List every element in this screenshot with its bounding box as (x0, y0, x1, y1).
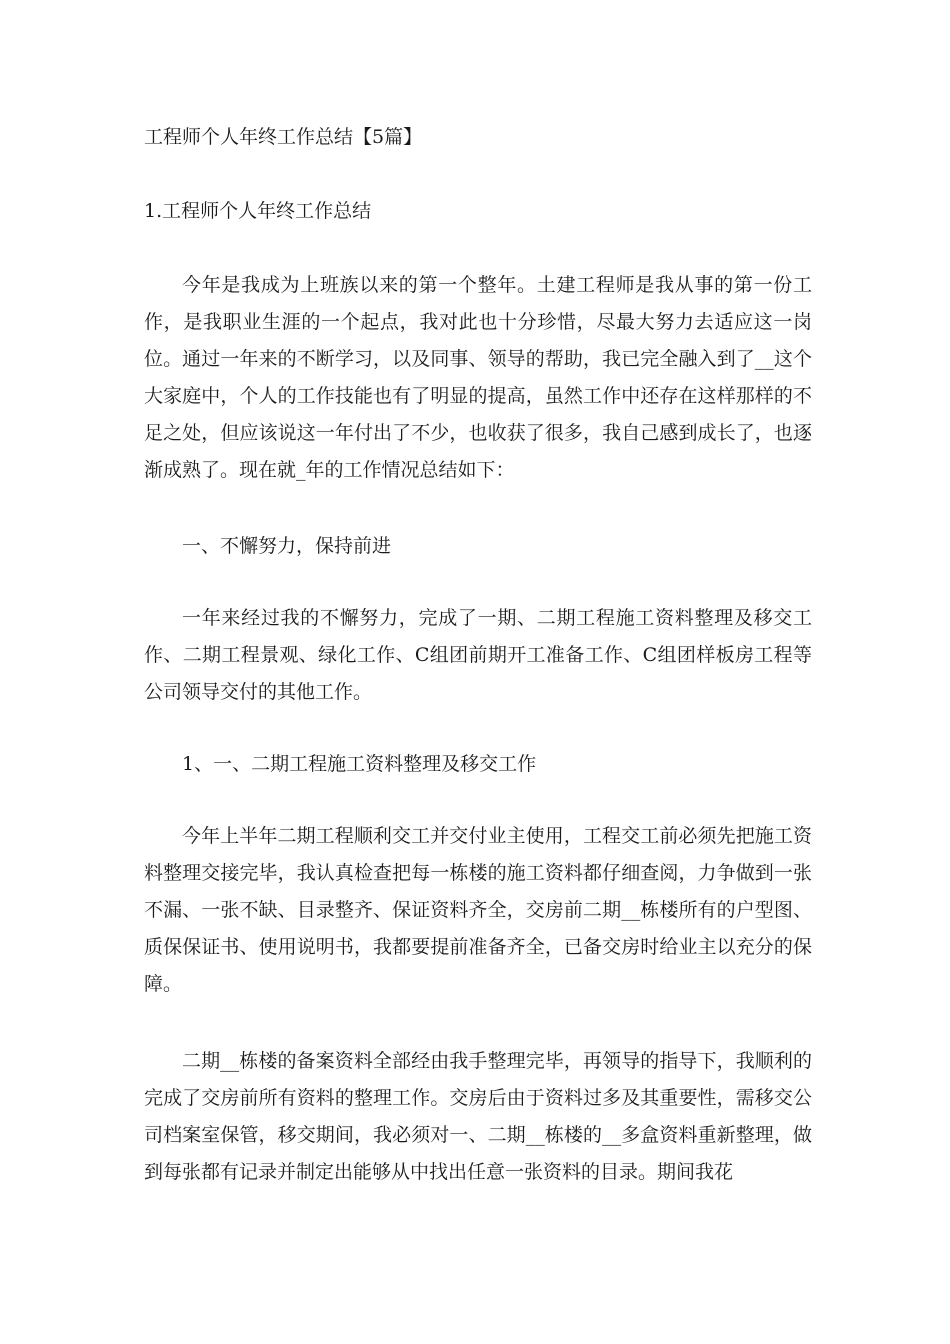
document-title: 工程师个人年终工作总结【5篇】 (144, 126, 423, 148)
subheading: 一、不懈努力，保持前进 (182, 535, 392, 557)
body-paragraph: 二期__栋楼的备案资料全部经由我手整理完毕，再领导的指导下，我顺利的完成了交房前所有资料的整理工作。交房后由于资料过多及其重要性，需移交公司档案室保管，移交期间，我必须对一、二期__栋楼的__多盒资料重新整理，做到每张都有记录并制定出能够从中找出任意一张资料的目录。期间我花 (144, 1050, 812, 1183)
body-paragraph: 今年是我成为上班族以来的第一个整年。土建工程师是我从事的第一份工作，是我职业生涯的一个起点，我对此也十分珍惜，尽最大努力去适应这一岗位。通过一年来的不断学习，以及同事、领导的帮助，我已完全融入到了__这个大家庭中，个人的工作技能也有了明显的提高，虽然工作中还存在这样那样的不足之处，但应该说这一年付出了不少，也收获了很多，我自己感到成长了，也逐渐成熟了。现在就_年的工作情况总结如下： (144, 274, 812, 481)
section-heading: 1.工程师个人年终工作总结 (144, 200, 372, 222)
subheading: 1、一、二期工程施工资料整理及移交工作 (182, 753, 537, 775)
body-paragraph: 今年上半年二期工程顺利交工并交付业主使用，工程交工前必须先把施工资料整理交接完毕，我认真检查把每一栋楼的施工资料都仔细查阅，力争做到一张不漏、一张不缺、目录整齐、保证资料齐全，交房前二期__栋楼所有的户型图、质保保证书、使用说明书，我都要提前准备齐全，已备交房时给业主以充分的保障。 (144, 825, 812, 995)
body-paragraph: 一年来经过我的不懈努力，完成了一期、二期工程施工资料整理及移交工作、二期工程景观、绿化工作、C组团前期开工准备工作、C组团样板房工程等公司领导交付的其他工作。 (144, 607, 812, 703)
